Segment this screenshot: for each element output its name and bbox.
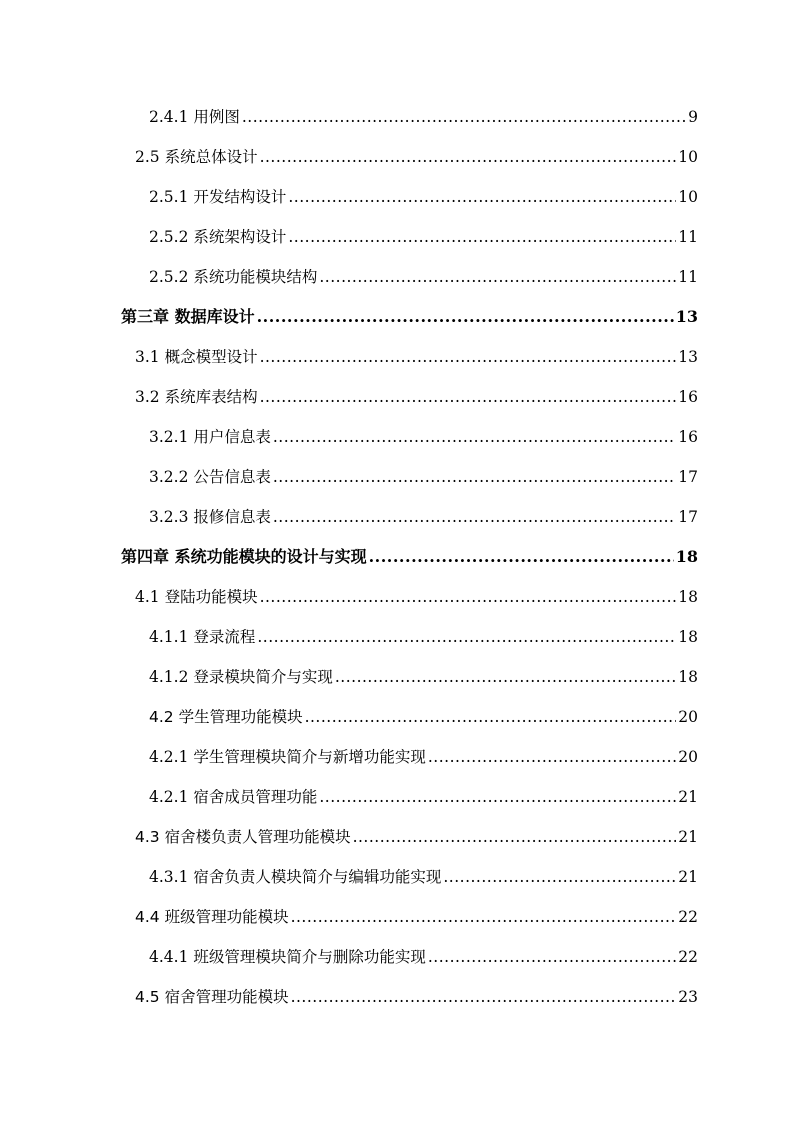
toc-entry-page: 11 xyxy=(678,268,698,286)
toc-leader-dots xyxy=(443,863,676,891)
toc-leader-dots xyxy=(353,823,677,851)
toc-leader-dots xyxy=(291,983,677,1011)
toc-entry-title: 第四章 系统功能模块的设计与实现 xyxy=(121,547,367,566)
toc-entry-3-1[interactable] xyxy=(135,343,698,371)
toc-entry-page: 21 xyxy=(678,868,698,886)
toc-entry-2-5-1[interactable] xyxy=(149,183,698,211)
toc-leader-dots xyxy=(257,303,674,331)
toc-entry-chapter-4[interactable] xyxy=(121,543,698,571)
toc-entry-title: 3.2.2 公告信息表 xyxy=(149,468,271,486)
toc-entry-page: 11 xyxy=(678,228,698,246)
toc-leader-dots xyxy=(260,143,677,171)
toc-entry-3-2-2[interactable] xyxy=(149,463,698,491)
toc-entry-page: 17 xyxy=(678,508,698,526)
toc-entry-page: 10 xyxy=(678,148,698,166)
toc-entry-page: 17 xyxy=(678,468,698,486)
toc-entry-4-1-1[interactable] xyxy=(149,623,698,651)
toc-entry-page: 18 xyxy=(675,547,698,566)
toc-leader-dots xyxy=(369,543,674,571)
toc-entry-title: 4.5 宿舍管理功能模块 xyxy=(135,988,289,1006)
toc-leader-dots xyxy=(288,223,676,251)
toc-leader-dots xyxy=(428,743,676,771)
toc-entry-title: 2.5.2 系统功能模块结构 xyxy=(149,268,318,286)
toc-entry-title: 4.1.2 登录模块简介与实现 xyxy=(149,668,333,686)
toc-entry-3-2-3[interactable] xyxy=(149,503,698,531)
toc-entry-page: 9 xyxy=(688,108,698,126)
toc-leader-dots xyxy=(305,703,677,731)
toc-entry-page: 16 xyxy=(678,428,698,446)
toc-entry-title: 4.3 宿舍楼负责人管理功能模块 xyxy=(135,828,351,846)
toc-leader-dots xyxy=(335,663,676,691)
toc-entry-4-1-2[interactable] xyxy=(149,663,698,691)
toc-entry-page: 18 xyxy=(678,668,698,686)
toc-entry-title: 3.2.1 用户信息表 xyxy=(149,428,271,446)
toc-entry-4-2-1-students[interactable] xyxy=(149,743,698,771)
toc-entry-2-4-1[interactable] xyxy=(149,103,698,131)
toc-entry-page: 18 xyxy=(678,588,698,606)
toc-entry-title: 4.1 登陆功能模块 xyxy=(135,588,258,606)
toc-entry-page: 20 xyxy=(678,748,698,766)
toc-entry-page: 20 xyxy=(678,708,698,726)
toc-leader-dots xyxy=(291,903,677,931)
toc-entry-title: 4.2.1 宿舍成员管理功能 xyxy=(149,788,318,806)
toc-entry-page: 21 xyxy=(678,788,698,806)
toc-entry-3-2[interactable] xyxy=(135,383,698,411)
toc-entry-page: 10 xyxy=(678,188,698,206)
toc-entry-4-2[interactable] xyxy=(149,703,698,731)
toc-entry-3-2-1[interactable] xyxy=(149,423,698,451)
toc-entry-page: 16 xyxy=(678,388,698,406)
toc-entry-title: 2.5.1 开发结构设计 xyxy=(149,188,287,206)
toc-entry-2-5-2-architecture[interactable] xyxy=(149,223,698,251)
toc-entry-4-3-1[interactable] xyxy=(149,863,698,891)
toc-leader-dots xyxy=(428,943,676,971)
toc-entry-page: 23 xyxy=(678,988,698,1006)
toc-entry-title: 4.4.1 班级管理模块简介与删除功能实现 xyxy=(149,948,426,966)
toc-leader-dots xyxy=(260,343,677,371)
toc-entry-title: 4.3.1 宿舍负责人模块简介与编辑功能实现 xyxy=(149,868,442,886)
toc-entry-title: 第三章 数据库设计 xyxy=(121,307,255,326)
toc-entry-2-5-2-modules[interactable] xyxy=(149,263,698,291)
toc-entry-title: 4.2 学生管理功能模块 xyxy=(149,708,303,726)
toc-entry-4-2-1-dorm-members[interactable] xyxy=(149,783,698,811)
toc-entry-title: 3.2 系统库表结构 xyxy=(135,388,258,406)
toc-leader-dots xyxy=(319,783,676,811)
toc-leader-dots xyxy=(288,183,676,211)
toc-entry-4-4-1[interactable] xyxy=(149,943,698,971)
toc-leader-dots xyxy=(257,623,676,651)
toc-entry-4-1[interactable] xyxy=(135,583,698,611)
toc-leader-dots xyxy=(273,503,676,531)
toc-entry-title: 4.1.1 登录流程 xyxy=(149,628,256,646)
toc-leader-dots xyxy=(260,583,677,611)
toc-entry-title: 4.4 班级管理功能模块 xyxy=(135,908,289,926)
toc-entry-page: 22 xyxy=(678,908,698,926)
toc-leader-dots xyxy=(273,423,676,451)
toc-entry-page: 22 xyxy=(678,948,698,966)
toc-entry-chapter-3[interactable] xyxy=(121,303,698,331)
toc-entry-title: 3.1 概念模型设计 xyxy=(135,348,258,366)
toc-entry-page: 18 xyxy=(678,628,698,646)
toc-entry-title: 2.5 系统总体设计 xyxy=(135,148,258,166)
toc-entry-4-4[interactable] xyxy=(135,903,698,931)
toc-entry-title: 2.5.2 系统架构设计 xyxy=(149,228,287,246)
toc-entry-page: 21 xyxy=(678,828,698,846)
toc-entry-title: 4.2.1 学生管理模块简介与新增功能实现 xyxy=(149,748,426,766)
toc-entry-2-5[interactable] xyxy=(135,143,698,171)
toc-leader-dots xyxy=(260,383,677,411)
toc-leader-dots xyxy=(319,263,676,291)
toc-entry-4-3[interactable] xyxy=(135,823,698,851)
toc-leader-dots xyxy=(242,103,686,131)
toc-entry-page: 13 xyxy=(675,307,698,326)
toc-entry-title: 3.2.3 报修信息表 xyxy=(149,508,271,526)
toc-entry-4-5[interactable] xyxy=(135,983,698,1011)
toc-leader-dots xyxy=(273,463,676,491)
toc-entry-page: 13 xyxy=(678,348,698,366)
toc-entry-title: 2.4.1 用例图 xyxy=(149,108,240,126)
